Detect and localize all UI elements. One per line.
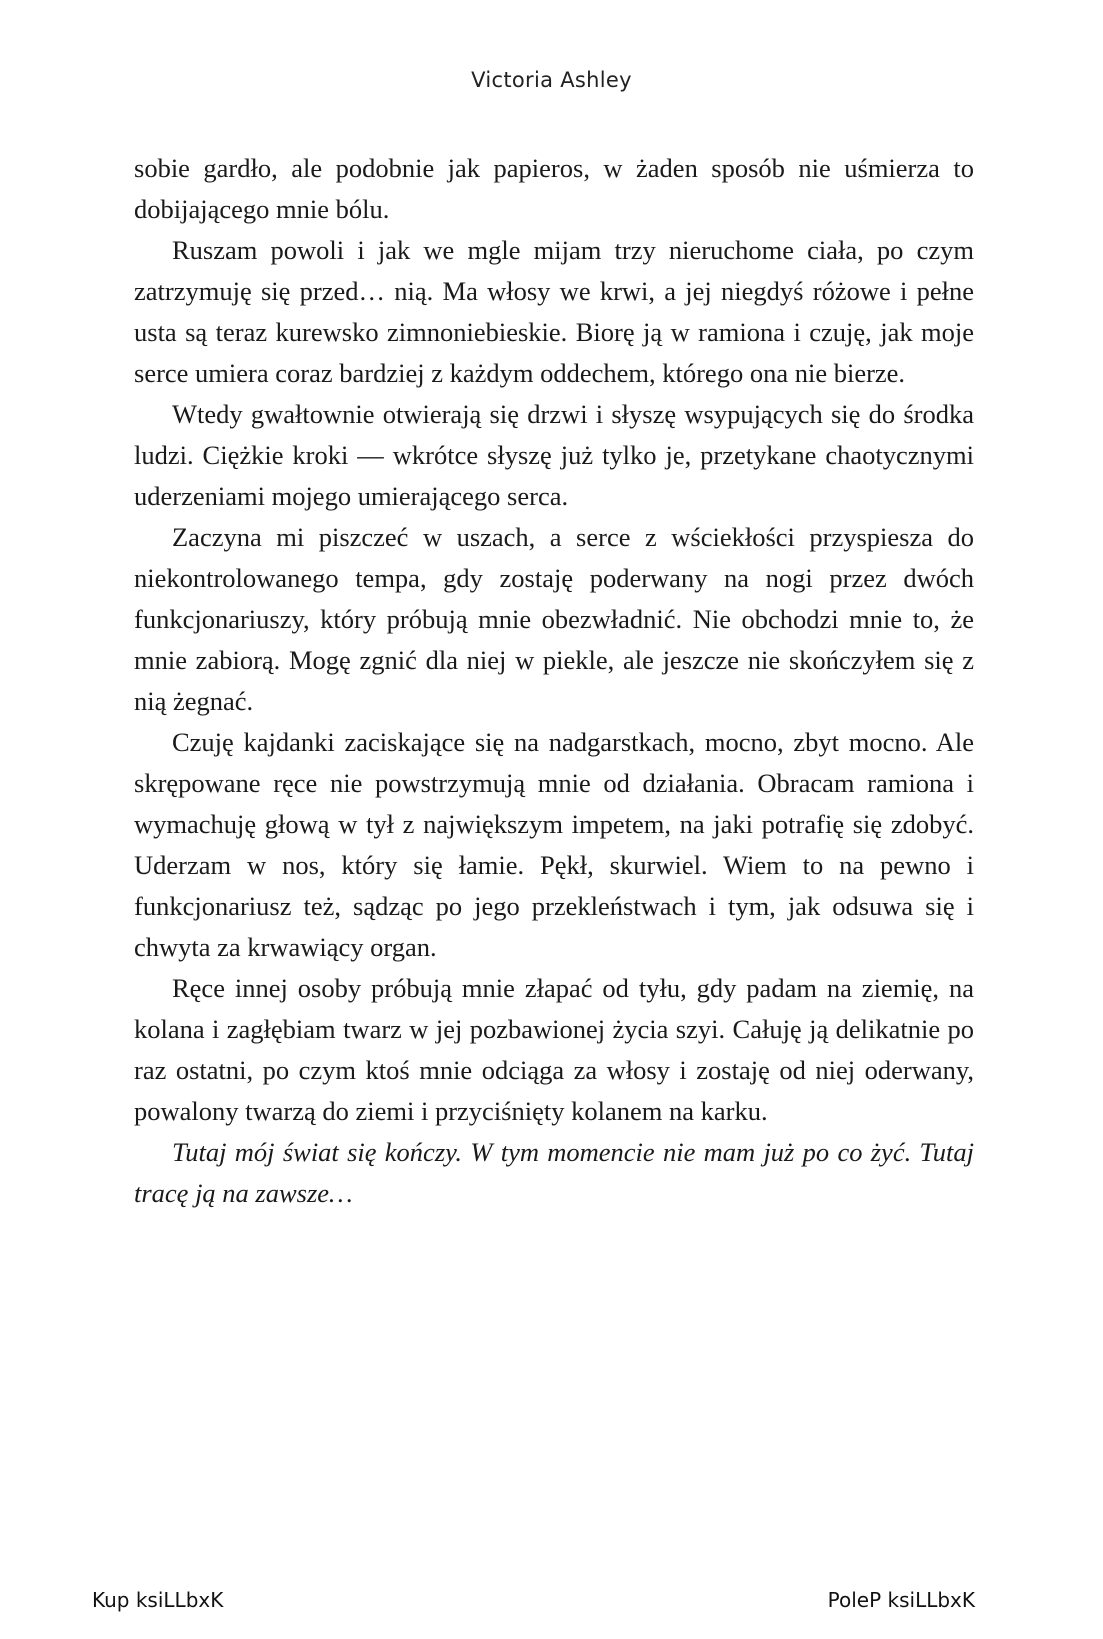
paragraph-4: Zaczyna mi piszczeć w uszach, a serce z wściekłości przyspiesza do niekontrolowanego tempa, gdy zostaję poderwany na nogi przez dwóch funkcjonariuszy, który próbują mnie obezwładnić. Nie obchodzi mnie to, że mnie zabiorą. Mogę zgnić dla niej w piekle, ale jeszcze nie skończyłem się z nią żegnać.: [134, 522, 974, 716]
paragraph-3: Wtedy gwałtownie otwierają się drzwi i słyszę wsypujących się do środka ludzi. Ciężkie kroki — wkrótce słyszę już tylko je, przetykane chaotycznymi uderzeniami mojego umierającego serca.: [134, 399, 974, 511]
buy-book-link[interactable]: Kup ksiLLbxK: [92, 1588, 224, 1612]
recommend-book-link[interactable]: PoleP ksiLLbxK: [827, 1588, 975, 1612]
paragraph-2: Ruszam powoli i jak we mgle mijam trzy nieruchome ciała, po czym zatrzymuję się przed… nią. Ma włosy we krwi, a jej niegdyś różowe i pełne usta są teraz kurewsko zimnoniebieskie. Biorę ją w ramiona i czuję, jak moje serce umiera coraz bardziej z każdym oddechem, którego ona nie bierze.: [134, 235, 974, 388]
paragraph-1: sobie gardło, ale podobnie jak papieros, w żaden sposób nie uśmierza to dobijającego mnie bólu.: [134, 153, 974, 224]
paragraph-6: Ręce innej osoby próbują mnie złapać od tyłu, gdy padam na ziemię, na kolana i zagłębiam twarz w jej pozbawionej życia szyi. Całuję ją delikatnie po raz ostatni, po czym ktoś mnie odciąga za włosy i zostaję od niej oderwany, powalony twarzą do ziemi i przyciśnięty kolanem na karku.: [134, 973, 974, 1126]
page-body: [134, 148, 974, 1214]
running-header-author: Victoria Ashley: [471, 68, 632, 92]
paragraph-5: Czuję kajdanki zaciskające się na nadgarstkach, mocno, zbyt mocno. Ale skrępowane ręce nie powstrzymują mnie od działania. Obracam ramiona i wymachuję głową w tył z największym impetem, na jaki potrafię się zdobyć. Uderzam w nos, który się łamie. Pękł, skurwiel. Wiem to na pewno i funkcjonariusz też, sądząc po jego przekleństwach i tym, jak odsuwa się i chwyta za krwawiący organ.: [134, 727, 974, 962]
paragraph-7-italic: Tutaj mój świat się kończy. W tym momencie nie mam już po co żyć. Tutaj tracę ją na zawsze…: [134, 1137, 974, 1208]
